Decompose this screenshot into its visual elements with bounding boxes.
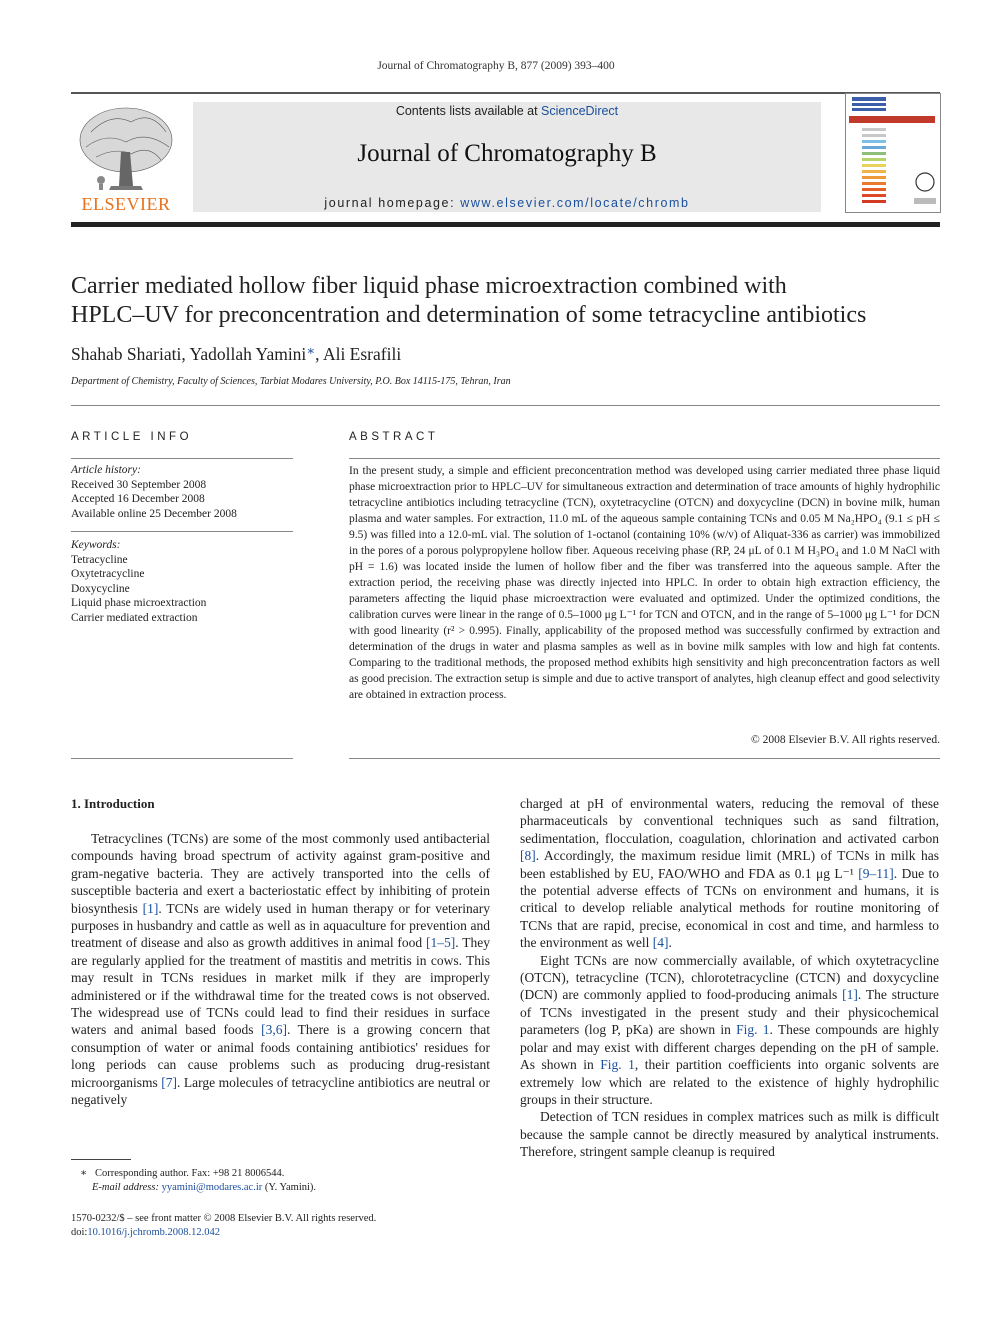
- contents-prefix: Contents lists available at: [395, 104, 542, 118]
- article-info-rule-top: [71, 458, 293, 459]
- contents-line: [193, 104, 821, 118]
- text-run: . TCNs are widely used in human therapy or for veterinary purposes in husbandry and cattle as well as in aquaculture for prevention and treatment of disease and also as growth additives in animal food: [71, 900, 490, 951]
- body-column-right: [520, 795, 939, 1161]
- citation-link[interactable]: [7]: [161, 1074, 177, 1090]
- author-2: Yadollah Yamini: [189, 344, 307, 364]
- section-heading-introduction: 1. Introduction: [71, 796, 155, 811]
- author-3: , Ali Esrafili: [315, 344, 402, 364]
- figure-link[interactable]: Fig. 1: [600, 1057, 635, 1073]
- homepage-prefix: journal homepage:: [324, 196, 461, 210]
- doi-link[interactable]: 10.1016/j.jchromb.2008.12.042: [87, 1227, 221, 1238]
- doi-prefix: doi:: [71, 1227, 88, 1238]
- issn-line: 1570-0232/$ – see front matter © 2008 Elsevier B.V. All rights reserved.: [71, 1213, 377, 1224]
- email-suffix: (Y. Yamini).: [262, 1182, 317, 1193]
- abstract-rule-bottom: [349, 758, 940, 759]
- article-info-rule-bottom: [71, 758, 293, 759]
- doi-line: [71, 1226, 491, 1240]
- homepage-link[interactable]: www.elsevier.com/locate/chromb: [460, 196, 690, 210]
- abstract-rule-top: [349, 458, 940, 459]
- elsevier-wordmark: ELSEVIER: [81, 194, 171, 214]
- history-received: Received 30 September 2008: [71, 478, 207, 491]
- text-run: . Accordingly, the maximum residue limit (MRL) of TCNs in milk has been established by EU, FAO/WHO and FDA as 0.1 μg L⁻¹: [520, 848, 939, 881]
- header-divider: [71, 405, 940, 406]
- citation-link[interactable]: [4]: [652, 935, 669, 951]
- affiliation: Department of Chemistry, Faculty of Sciences, Tarbiat Modares University, P.O. Box 14115-175, Tehran, Iran: [71, 376, 511, 387]
- article-title-line-1: Carrier mediated hollow fiber liquid phase microextraction combined with: [71, 273, 787, 299]
- article-info-rule-mid: [71, 531, 293, 532]
- abstract-copyright: © 2008 Elsevier B.V. All rights reserved.: [751, 734, 940, 746]
- article-info-heading: ARTICLE INFO: [71, 431, 193, 443]
- citation-link[interactable]: [9–11]: [858, 865, 894, 881]
- email-line: [80, 1181, 480, 1195]
- keyword-item: Doxycycline: [71, 582, 130, 595]
- citation-link[interactable]: [8]: [520, 848, 536, 864]
- citation-link[interactable]: [1–5]: [426, 935, 456, 951]
- intro-paragraph-1: [71, 830, 490, 1109]
- citation-link[interactable]: [1]: [142, 900, 159, 916]
- corresponding-note: [80, 1167, 480, 1181]
- footnote-star: ∗: [80, 1168, 96, 1179]
- figure-link[interactable]: Fig. 1: [736, 1022, 770, 1038]
- abstract-text: In the present study, a simple and efficient preconcentration method was developed using carrier mediated three phase liquid phase microextraction prior to HPLC–UV for simultaneous extraction and determination of trace amounts of highly hydrophilic tetracycline antibiotics including tetracycline (TCN), oxytetracycline (OTCN) and doxycycline (DCN) in bovine milk, human plasma and water samples. For extraction, 11.0 mL of the aqueous sample containing TCNs and 0.05 M Na₂HPO₄ (9.1 ≤ pH ≤ 9.5) was filled into a 12.0-mL vial. The solution of 1-octanol (containing 10% (w/v) of Aliquat-336 as carrier) was immobilized in the pores of a porous polypropylene hollow fiber. Aqueous receiving phase (RP, 24 μL of 0.1 M H₃PO₄ and 1.0 M NaCl with pH = 1.6) was located inside the lumen of hollow fiber and the fiber was transferred into the aqueous sample. After the extraction period, the receiving phase was directly injected into HPLC. In order to obtain high extraction efficiency, the parameters affecting the liquid phase microextraction were evaluated and optimized. Under the optimized conditions, the calibration curves were linear in the range of 0.5–1000 μg L⁻¹ for TCN and OTCN, and in the range of 5–1000 μg L⁻¹ for DCN with good linearity (r² > 0.995). Finally, applicability of the proposed method was successfully confirmed by extraction and determination of the drugs in water and plasma samples as well as in bovine milk samples with low and high fat contents. Comparing to the traditional methods, the proposed method exhibits high sensitivity and high preconcentration factors as well as good precision. The extraction setup is simple and due to active transport of analytes, high cleanup effect and good selectivity are obtained in extraction process.: [349, 465, 941, 701]
- article-title-line-2: HPLC–UV for preconcentration and determination of some tetracycline antibiotics: [71, 302, 867, 328]
- text-run: . Large molecules of tetracycline antibiotics are neutral or negatively: [71, 1074, 490, 1108]
- journal-cover-thumbnail[interactable]: [845, 93, 941, 213]
- keyword-item: Liquid phase microextraction: [71, 597, 207, 610]
- text-run: . Due to the potential adverse effects of TCNs on environment and humans, it is critical to develop reliable analytical methods for routine monitoring of TCNs that are rapid, precise, economical in cost and time, and harmless to the environment as well: [520, 865, 939, 951]
- citation-link[interactable]: [3,6]: [261, 1022, 287, 1038]
- text-run: . There is a growing concern that consumption of water or animal foods containing antibiotics' residues for long periods can cause problems such as producing drug-resistant microorganisms: [71, 1022, 490, 1090]
- history-label: Article history:: [71, 464, 141, 476]
- body-column-left: [71, 830, 490, 1109]
- email-label: E-mail address:: [92, 1182, 162, 1193]
- front-matter-note: [71, 1212, 491, 1240]
- elsevier-logo[interactable]: [71, 102, 181, 214]
- corresponding-author-mark[interactable]: ∗: [306, 343, 316, 358]
- cover-image-icon: [846, 94, 940, 212]
- keywords: [71, 538, 293, 626]
- article-history: [71, 463, 293, 521]
- abstract-heading: ABSTRACT: [349, 431, 439, 443]
- keyword-item: Carrier mediated extraction: [71, 611, 198, 624]
- homepage-line: [193, 196, 821, 210]
- intro-paragraph-2: [520, 952, 939, 1109]
- history-accepted: Accepted 16 December 2008: [71, 493, 205, 506]
- text-run: charged at pH of environmental waters, reducing the removal of these pharmaceuticals by conventional techniques such as sand filtration, sedimentation, flocculation, coagulation, chlorination and activated carbon: [520, 796, 939, 846]
- intro-paragraph-3: Detection of TCN residues in complex matrices such as milk is difficult because the sample cannot be directly measured by analytical instruments. Therefore, stringent sample cleanup is required: [520, 1109, 939, 1160]
- article-title: [71, 272, 951, 330]
- history-online: Available online 25 December 2008: [71, 507, 237, 520]
- email-link[interactable]: yyamini@modares.ac.ir: [161, 1182, 263, 1193]
- sciencedirect-link[interactable]: ScienceDirect: [541, 104, 619, 118]
- footnote-corresponding: [80, 1167, 480, 1195]
- text-run: . They are regularly applied for the treatment of mastitis and metritis in cows. This may result in TCNs residues in market milk if they are improperly administered or if the withdrawal time for the treated cows is not observed. The widespread use of TCNs could lead to find their residues in surface waters and animal based foods: [71, 935, 491, 1038]
- text-run: . These compounds are highly polar and may exist with different charges depending on the pH of sample. As shown in: [520, 1022, 939, 1073]
- text-run: . The structure of TCNs investigated in the present study and their physicochemical parameters (log P, pKa) are shown in: [520, 987, 939, 1038]
- text-run: Eight TCNs are now commercially available, of which oxytetracycline (OTCN), tetracycline (TCN), chlorotetracycline (CTCN) and doxycycline (DCN) are commonly applied to food-producing animals: [520, 952, 939, 1003]
- text-run: .: [668, 935, 672, 951]
- masthead-bottom-rule: [71, 222, 940, 227]
- journal-citation: Journal of Chromatography B, 877 (2009) 393–400: [377, 60, 615, 72]
- citation-link[interactable]: [1]: [842, 987, 858, 1003]
- author-list: [71, 343, 401, 365]
- footnote-rule: [71, 1159, 131, 1160]
- journal-title: Journal of Chromatography B: [357, 140, 657, 167]
- author-1: Shahab Shariati,: [71, 344, 190, 364]
- corresponding-text: Corresponding author. Fax: +98 21 8006544.: [95, 1168, 285, 1179]
- keyword-item: Tetracycline: [71, 553, 128, 566]
- text-run: , their partition coefficients into organic solvents are extremely low which are related to the existence of highly hydrophilic groups in their structure.: [520, 1057, 939, 1107]
- keywords-label: Keywords:: [71, 539, 121, 551]
- masthead-top-rule: [71, 92, 940, 94]
- keyword-item: Oxytetracycline: [71, 568, 145, 581]
- intro-paragraph-1-cont: [520, 795, 939, 952]
- text-run: Tetracyclines (TCNs) are some of the most commonly used antibacterial compounds having broad spectrum of activity against gram-positive and gram-negative bacteria. They are actively transported into the cells of susceptible bacteria and exert a bacteriostatic effect by inhibiting of protein biosynthesis: [71, 831, 490, 916]
